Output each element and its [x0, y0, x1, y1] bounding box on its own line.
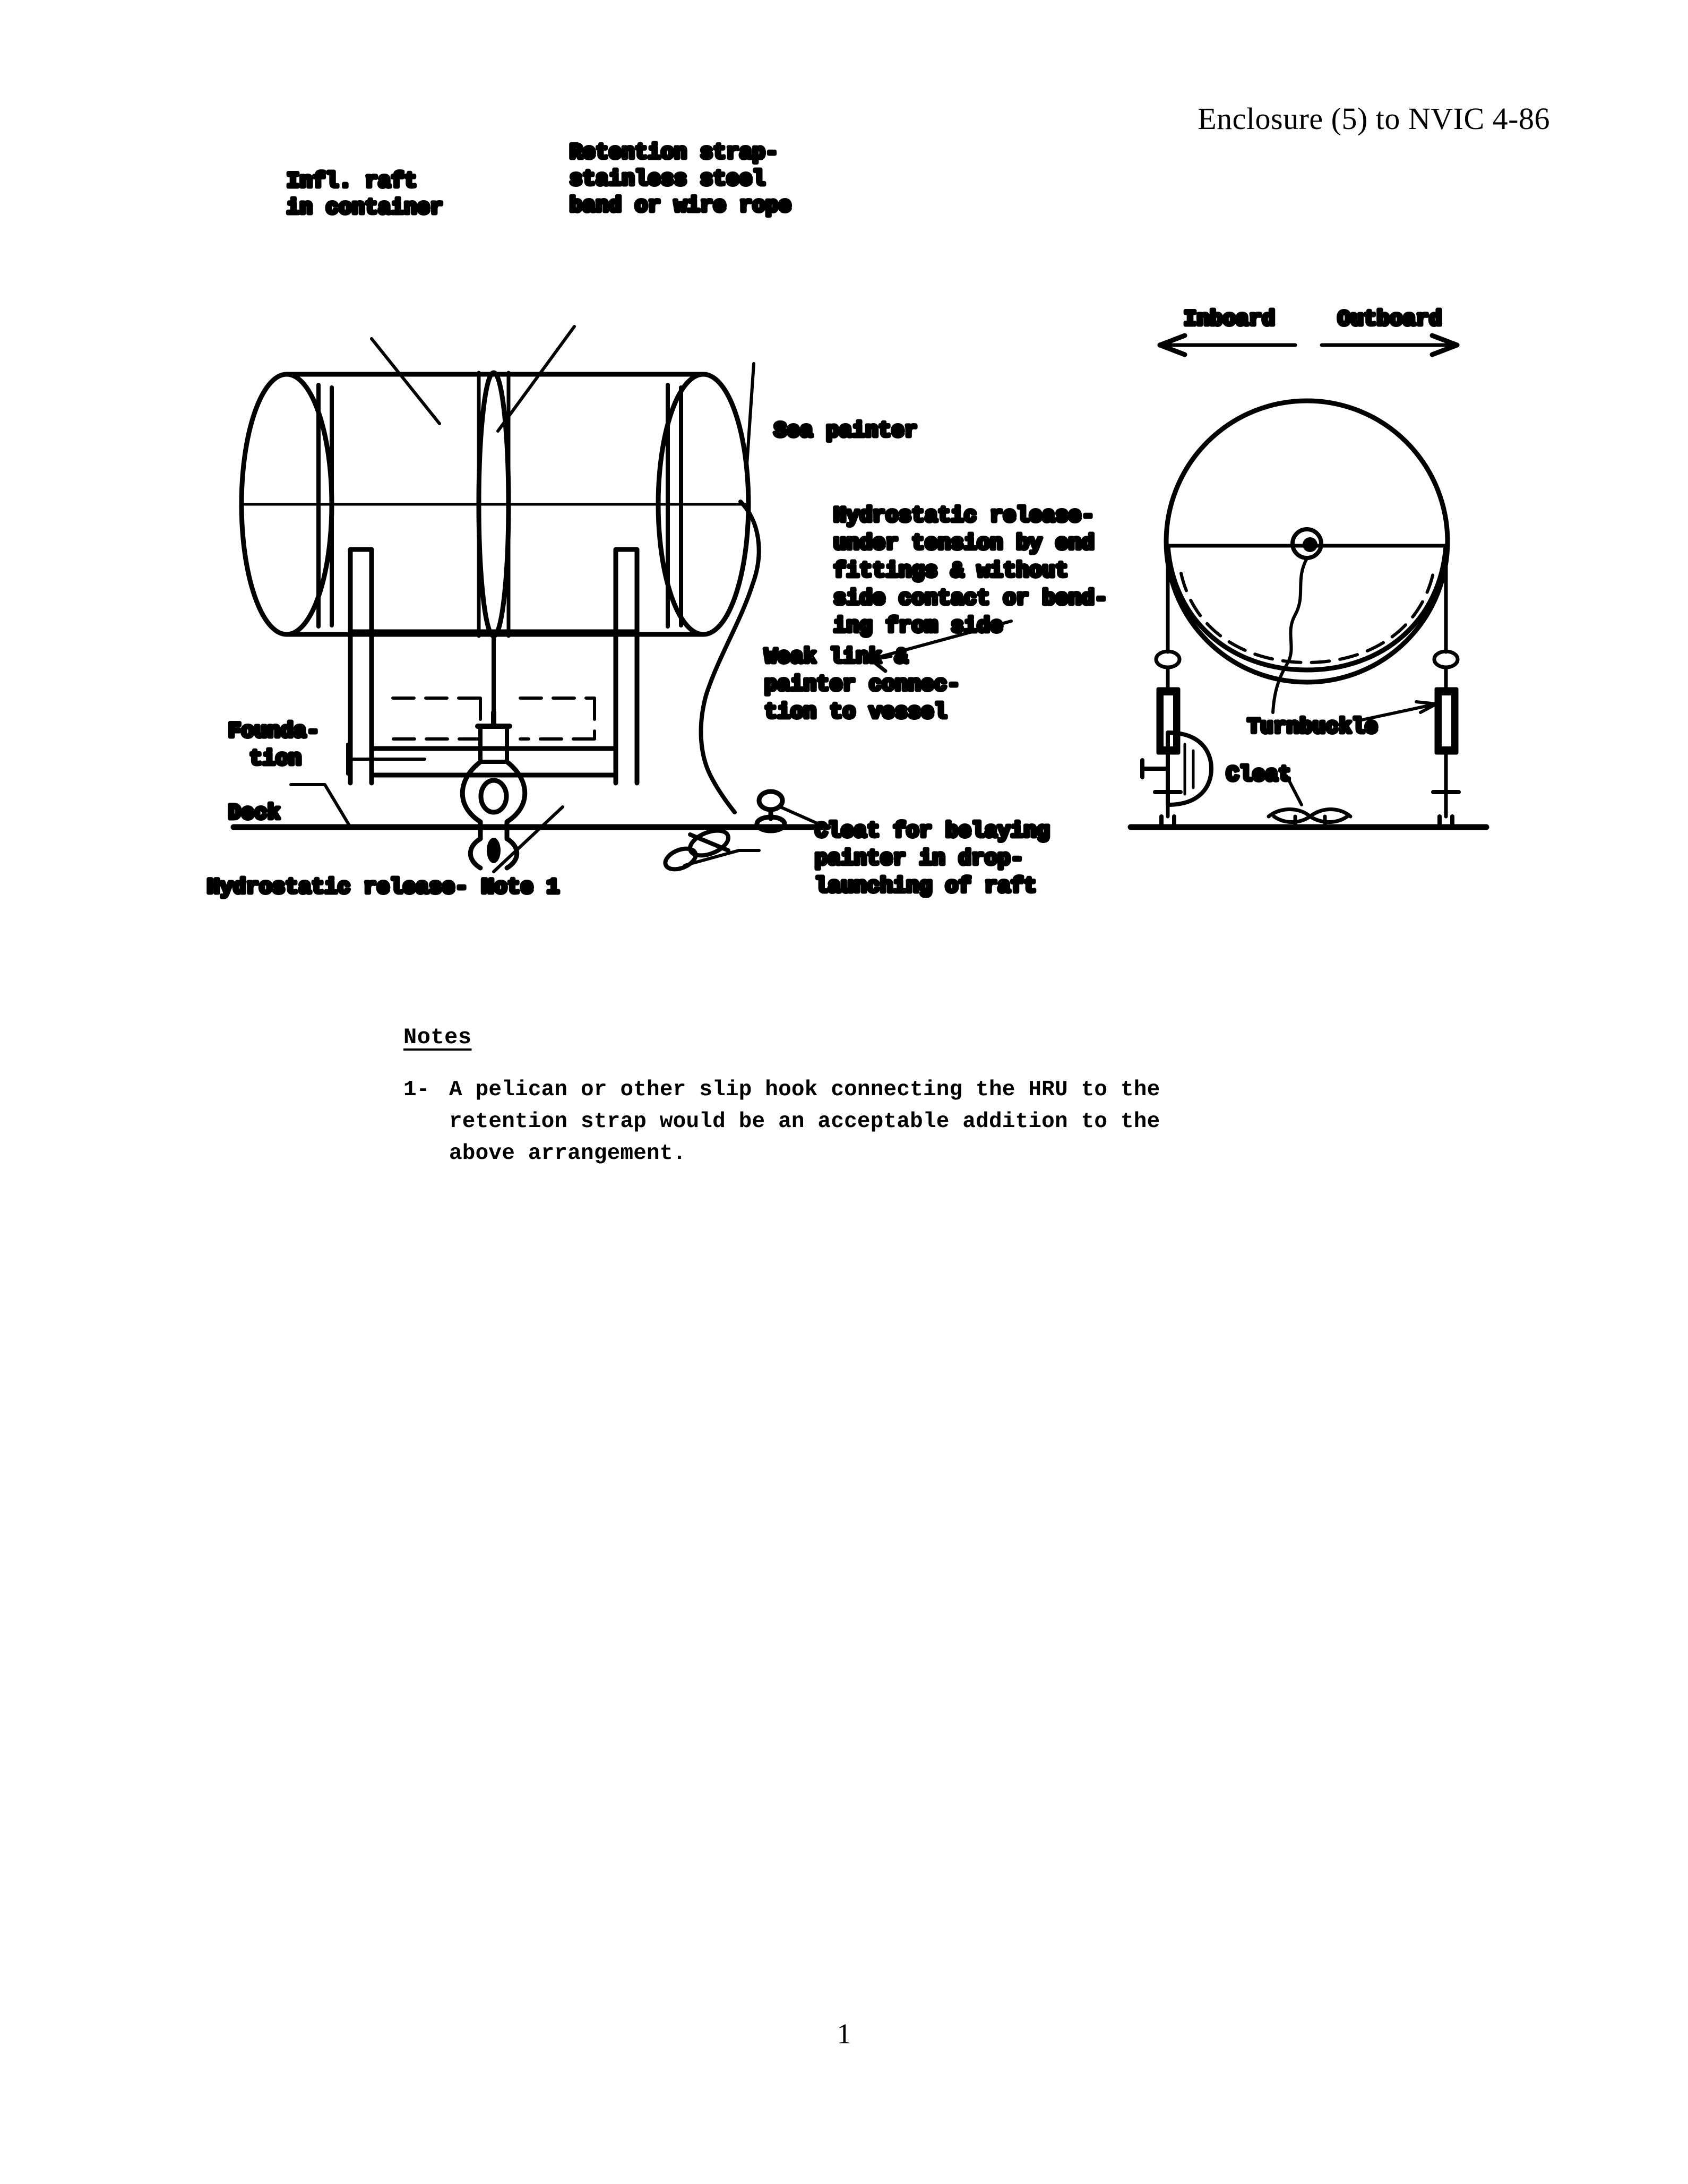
weak-link-fitting — [662, 826, 732, 873]
leader-deck — [291, 785, 350, 827]
label-sea-painter: Sea painter — [774, 419, 918, 443]
label-cleat-belaying-line3: launching of raft — [815, 875, 1037, 899]
label-turnbuckle: Turnbuckle — [1247, 716, 1379, 740]
sea-painter-line — [701, 502, 759, 812]
label-cleat: Cleat — [1226, 763, 1292, 787]
label-hru-line1: Hydrostatic release- — [833, 504, 1095, 528]
end-view-drawing — [1131, 308, 1486, 827]
end-view-painter-wavy-line — [1273, 558, 1307, 712]
notes-section — [403, 1025, 1306, 1170]
label-weak-link-line2: painter connec- — [764, 673, 961, 697]
leader-hru-note — [494, 807, 563, 872]
label-retention-strap-line3: band or wire rope — [570, 194, 792, 218]
label-weak-link-line3: tion to vessel — [764, 701, 948, 725]
leader-sea-painter — [746, 364, 754, 472]
label-infl-raft-line1: Infl. raft — [287, 170, 418, 194]
label-hru-line5: ing from side — [833, 615, 1003, 639]
note-text — [449, 1074, 1306, 1170]
note-line-1: A pelican or other slip hook connecting the HRU to the — [449, 1078, 1160, 1102]
note-item — [403, 1074, 1306, 1170]
side-view-drawing — [207, 141, 1108, 900]
label-retention-strap-line2: stainless steel — [570, 168, 766, 192]
label-weak-link-line1: Weak link & — [764, 646, 908, 669]
end-view-center-shackle — [1293, 529, 1321, 558]
note-line-3: above arrangement. — [449, 1141, 686, 1166]
note-line-2: retention strap would be an acceptable addition to the — [449, 1109, 1160, 1134]
label-cleat-belaying-line1: Cleat for belaying — [815, 820, 1050, 844]
note-marker: 1- — [403, 1078, 430, 1102]
notes-heading: Notes — [403, 1025, 472, 1050]
label-foundation-line1: Founda- — [228, 720, 320, 744]
figure-diagram-area — [0, 141, 1688, 900]
label-hru-note: Hydrostatic release- Note 1 — [207, 876, 560, 900]
page-number: 1 — [837, 2018, 851, 2050]
label-cleat-belaying-line2: painter in drop- — [815, 847, 1024, 871]
label-hru-line4: side contact or bend- — [833, 587, 1108, 611]
direction-arrows — [1160, 336, 1457, 355]
label-foundation-line2: tion — [249, 747, 302, 771]
label-deck: Deck — [228, 802, 281, 826]
label-hru-line2: under tension by end — [833, 532, 1095, 556]
label-infl-raft-line2: in container — [287, 196, 444, 220]
label-inboard: Inboard — [1184, 308, 1276, 332]
end-view-strap-sling — [1168, 546, 1446, 670]
enclosure-header: Enclosure (5) to NVIC 4-86 — [1198, 101, 1550, 136]
label-hru-line3: fittings & without — [833, 560, 1069, 583]
leader-raft-container — [372, 339, 440, 424]
label-retention-strap-line1: Retention strap- — [570, 141, 779, 165]
liferaft-stowage-diagram — [0, 141, 1688, 900]
label-outboard: Outboard — [1338, 308, 1442, 332]
